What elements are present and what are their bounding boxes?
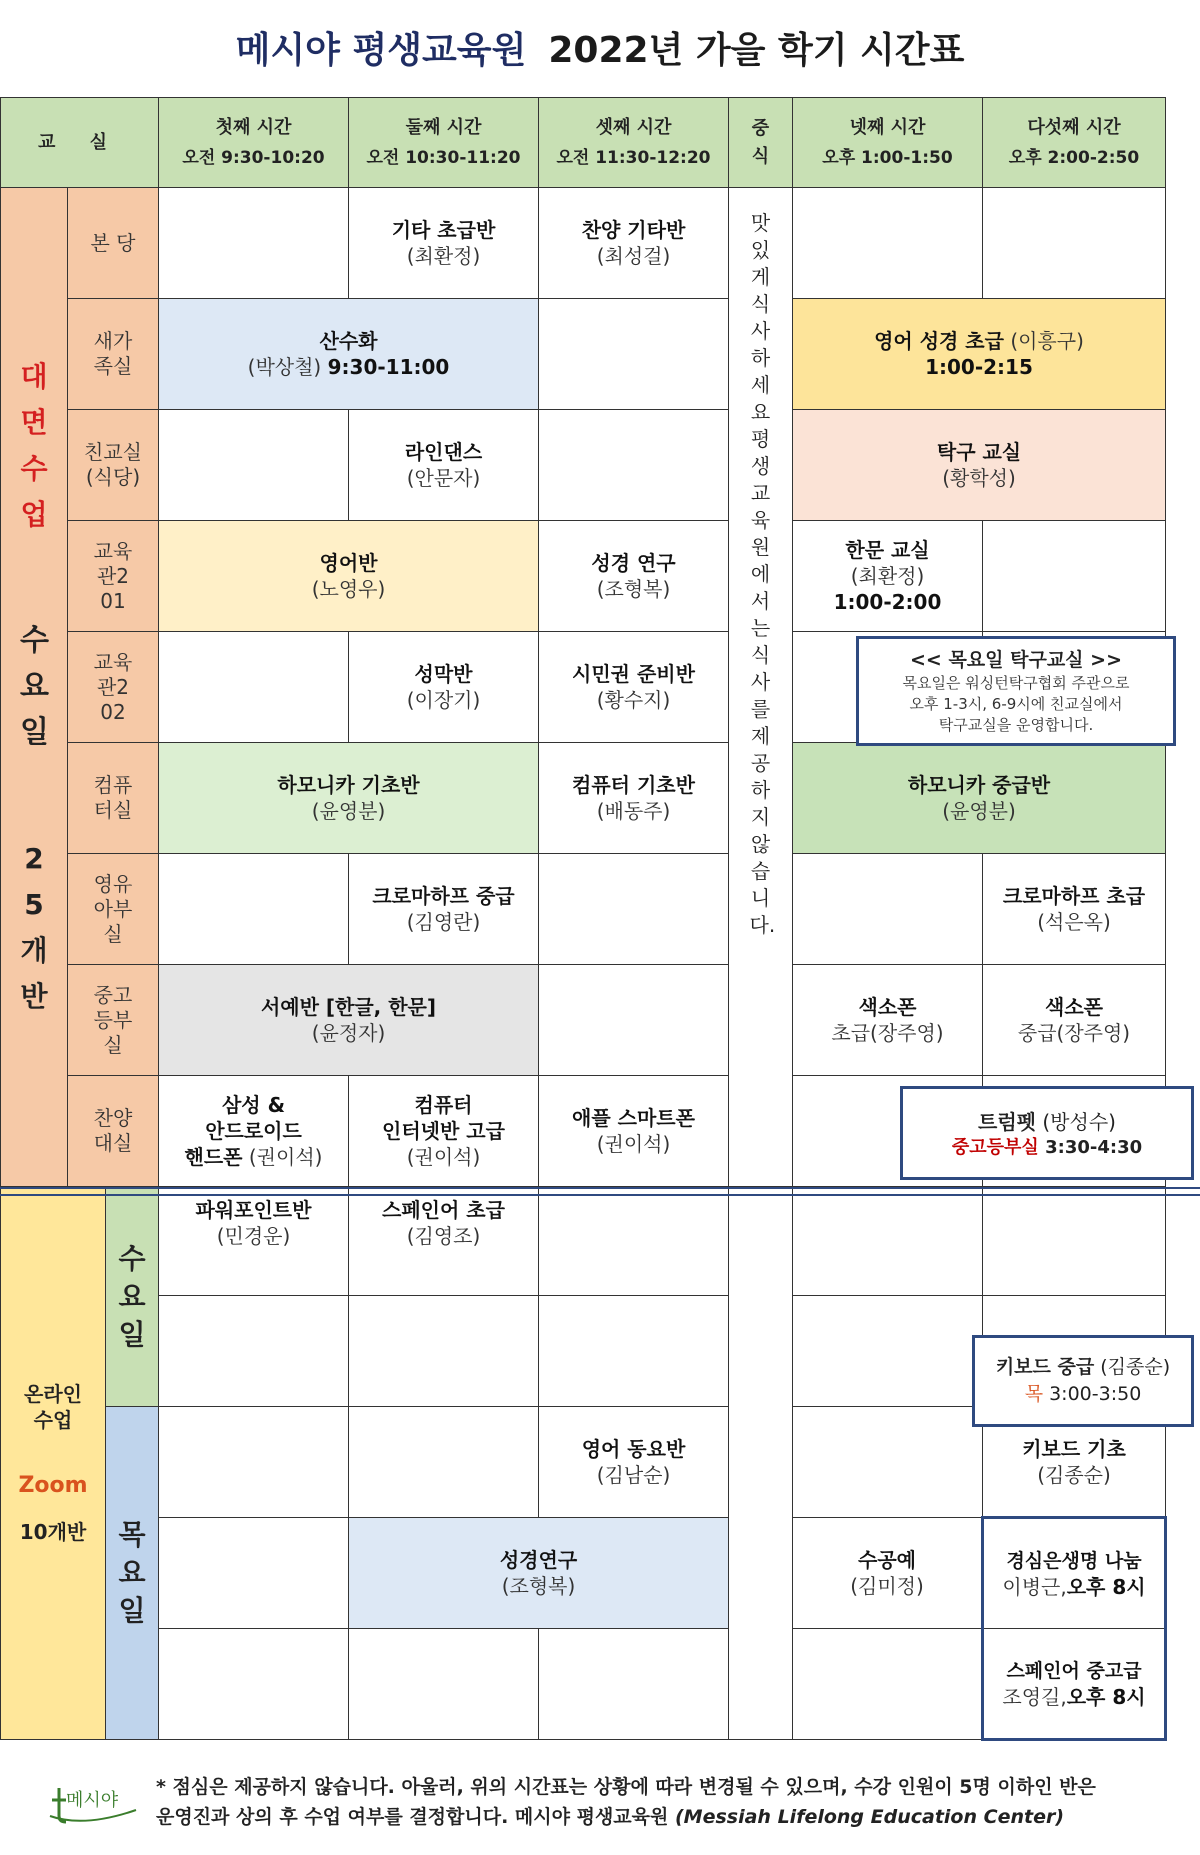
class-powerpoint: 파워포인트반 (민경운) bbox=[159, 1187, 349, 1296]
class-line-dance: 라인댄스 (안문자) bbox=[349, 410, 539, 521]
cell-empty bbox=[539, 1629, 729, 1740]
cell-empty bbox=[539, 1187, 729, 1296]
footer-note bbox=[156, 1772, 1096, 1832]
header-period-3: 셋째 시간 오전 11:30-12:20 bbox=[539, 98, 729, 188]
cell-empty bbox=[539, 965, 729, 1076]
class-calligraphy: 서예반 [한글, 한문] (윤정자) bbox=[159, 965, 539, 1076]
class-internet-advanced: 컴퓨터 인터넷반 고급 (권이석) bbox=[349, 1076, 539, 1187]
class-harmonica-basic: 하모니카 기초반 (윤영분) bbox=[159, 743, 539, 854]
class-android-phone: 삼성 & 안드로이드 핸드폰 (권이석) bbox=[159, 1076, 349, 1187]
page-title bbox=[0, 22, 1200, 73]
cell-empty bbox=[159, 854, 349, 965]
room-newcomer: 새가족실 bbox=[68, 299, 159, 410]
cell-empty bbox=[793, 1296, 983, 1407]
class-saxophone-intermediate: 색소폰 중급(장주영) bbox=[983, 965, 1166, 1076]
online-day-wed: 수요일 bbox=[106, 1187, 159, 1407]
room-edu-201: 교육관201 bbox=[68, 521, 159, 632]
cell-empty bbox=[159, 188, 349, 299]
class-tabernacle: 성막반 (이장기) bbox=[349, 632, 539, 743]
title-org: 메시야 평생교육원 bbox=[235, 30, 527, 71]
cell-empty bbox=[793, 1407, 983, 1518]
trumpet-class-box: 트럼펫 (방성수) 중고등부실 3:30-4:30 bbox=[900, 1086, 1194, 1180]
class-apple-smartphone: 애플 스마트폰 (권이석) bbox=[539, 1076, 729, 1187]
cell-empty bbox=[349, 1407, 539, 1518]
cell-empty bbox=[983, 521, 1166, 632]
cell-empty bbox=[159, 1629, 349, 1740]
logo-swoosh bbox=[50, 1810, 136, 1821]
room-computer: 컴퓨터실 bbox=[68, 743, 159, 854]
header-period-2: 둘째 시간 오전 10:30-11:20 bbox=[349, 98, 539, 188]
room-choir: 찬양대실 bbox=[68, 1076, 159, 1187]
class-landscape-painting: 산수화 (박상철) 9:30-11:00 bbox=[159, 299, 539, 410]
thursday-table-tennis-notice: << 목요일 탁구교실 >> 목요일은 워싱턴탁구협회 주관으로 오후 1-3시, 6-9시에 친교실에서 탁구교실을 운영합니다. bbox=[856, 636, 1176, 746]
lunch-column: 맛있게 식사하세요 평생교육원에서는 식사를 제공하지 않습니다. bbox=[729, 188, 793, 1187]
class-chinese-char: 한문 교실 (최환정) 1:00-2:00 bbox=[793, 521, 983, 632]
cell-empty bbox=[349, 1296, 539, 1407]
footer-line-2: 운영진과 상의 후 수업 여부를 결정합니다. 메시야 평생교육원 (Messiah Lifelong Education Center) bbox=[156, 1806, 1065, 1828]
cell-empty bbox=[539, 410, 729, 521]
room-main-hall: 본 당 bbox=[68, 188, 159, 299]
class-table-tennis: 탁구 교실 (황학성) bbox=[793, 410, 1166, 521]
cell-empty bbox=[159, 1407, 349, 1518]
cell-empty bbox=[159, 1518, 349, 1629]
cell-empty bbox=[159, 410, 349, 521]
cell-empty bbox=[349, 1629, 539, 1740]
room-youth: 중고등부실 bbox=[68, 965, 159, 1076]
class-praise-guitar: 찬양 기타반 (최성걸) bbox=[539, 188, 729, 299]
class-spanish-beginner: 스페인어 초급 (김영조) bbox=[349, 1187, 539, 1296]
room-fellowship: 친교실(식당) bbox=[68, 410, 159, 521]
cell-empty bbox=[793, 1629, 983, 1740]
cell-empty bbox=[539, 854, 729, 965]
class-handicraft: 수공예 (김미정) bbox=[793, 1518, 983, 1629]
class-english-bible: 영어 성경 초급 (이흥구) 1:00-2:15 bbox=[793, 299, 1166, 410]
class-english: 영어반 (노영우) bbox=[159, 521, 539, 632]
class-spanish-advanced: 스페인어 중고급 조영길,오후 8시 bbox=[983, 1629, 1166, 1740]
header-lunch: 중 식 bbox=[729, 98, 793, 188]
logo-text: 메시야 bbox=[66, 1790, 119, 1811]
cell-empty bbox=[983, 1187, 1166, 1296]
class-harmonica-intermediate: 하모니카 중급반 (윤영분) bbox=[793, 743, 1166, 854]
cell-empty bbox=[793, 1187, 983, 1296]
messiah-logo bbox=[44, 1770, 144, 1830]
cell-empty bbox=[159, 632, 349, 743]
footer-line-1: * 점심은 제공하지 않습니다. 아울러, 위의 시간표는 상황에 따라 변경될 수 있으며, 수강 인원이 5명 이하인 반은 bbox=[156, 1776, 1096, 1798]
class-bible-study: 성경 연구 (조형복) bbox=[539, 521, 729, 632]
cell-empty bbox=[159, 1296, 349, 1407]
room-edu-202: 교육관202 bbox=[68, 632, 159, 743]
section-divider bbox=[0, 1187, 1200, 1196]
cell-empty bbox=[539, 299, 729, 410]
lunch-column-online bbox=[729, 1187, 793, 1740]
online-day-thu: 목요일 bbox=[106, 1407, 159, 1740]
class-citizenship: 시민권 준비반 (황수지) bbox=[539, 632, 729, 743]
header-room: 교 실 bbox=[1, 98, 159, 188]
class-saxophone-beginner: 색소폰 초급(장주영) bbox=[793, 965, 983, 1076]
class-life-sharing: 경심은생명 나눔 이병근,오후 8시 bbox=[983, 1518, 1166, 1629]
room-infant: 영유아부실 bbox=[68, 854, 159, 965]
class-computer-basic: 컴퓨터 기초반 (배동주) bbox=[539, 743, 729, 854]
header-period-4: 넷째 시간 오후 1:00-1:50 bbox=[793, 98, 983, 188]
header-period-1: 첫째 시간 오전 9:30-10:20 bbox=[159, 98, 349, 188]
header-period-5: 다섯째 시간 오후 2:00-2:50 bbox=[983, 98, 1166, 188]
side-online-label: 온라인 수업 Zoom 10개반 bbox=[1, 1187, 106, 1740]
keyboard-intermediate-box: 키보드 중급 (김종순) 목 3:00-3:50 bbox=[972, 1335, 1194, 1427]
class-english-songs: 영어 동요반 (김남순) bbox=[539, 1407, 729, 1518]
class-chromaharp-intermediate: 크로마하프 중급 (김영란) bbox=[349, 854, 539, 965]
cell-empty bbox=[793, 854, 983, 965]
cell-empty bbox=[983, 188, 1166, 299]
class-keyboard-basic: 키보드 기초 (김종순) bbox=[983, 1407, 1166, 1518]
class-guitar-beginner: 기타 초급반 (최환정) bbox=[349, 188, 539, 299]
title-term: 2022년 가을 학기 시간표 bbox=[548, 30, 965, 71]
class-chromaharp-beginner: 크로마하프 초급 (석은옥) bbox=[983, 854, 1166, 965]
class-bible-study-online: 성경연구 (조형복) bbox=[349, 1518, 729, 1629]
side-face-label: 대면수업 수요일 25개반 bbox=[1, 188, 68, 1187]
timetable bbox=[0, 97, 1167, 1741]
cell-empty bbox=[793, 188, 983, 299]
cell-empty bbox=[539, 1296, 729, 1407]
